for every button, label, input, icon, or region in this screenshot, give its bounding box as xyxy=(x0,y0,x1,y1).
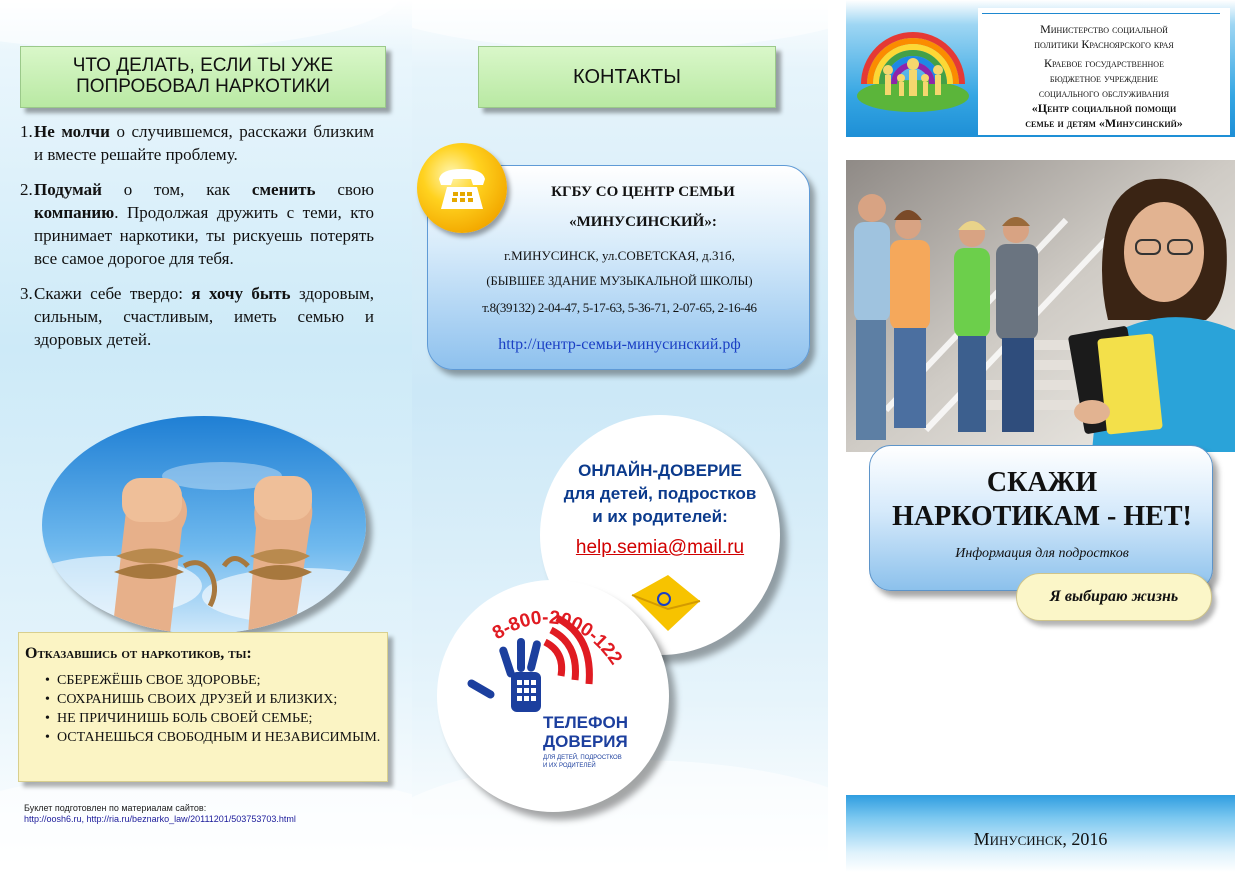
center-name-line: «Центр социальной помощи xyxy=(1031,101,1177,115)
section-title-tried-drugs xyxy=(20,46,386,108)
rainbow-family-logo xyxy=(854,14,972,114)
rainbow-logo-icon xyxy=(854,14,972,114)
phone-numbers: т.8(39132) 2-04-47, 5-17-63, 5-36-71, 2-07-65, 2-16-46 xyxy=(482,300,757,315)
list-item-bold: Подумай xyxy=(34,180,102,199)
organization-header xyxy=(846,0,1235,137)
address: г.МИНУСИНСК, ул.СОВЕТСКАЯ, д.31б, xyxy=(504,248,735,263)
panel-left xyxy=(0,0,412,872)
panel-right xyxy=(846,0,1235,872)
slogan-badge: Я выбираю жизнь xyxy=(1016,573,1212,621)
ministry-line: политики Красноярского края xyxy=(1034,37,1174,51)
center-name-line: семье и детям «Минусинский» xyxy=(1025,116,1183,130)
address-note: (БЫВШЕЕ ЗДАНИЕ МУЗЫКАЛЬНОЙ ШКОЛЫ) xyxy=(486,274,753,288)
divider xyxy=(982,13,1220,14)
benefits-title: Отказавшись от наркотиков, ты: xyxy=(25,645,252,662)
benefits-list xyxy=(47,671,387,747)
panel-middle xyxy=(412,0,828,872)
list-item-text: о случившемся, расскажи близким и вместе решайте проблему. xyxy=(34,122,374,164)
hotline-logo-icon xyxy=(437,580,669,812)
advice-list xyxy=(20,120,374,363)
teenagers-photo xyxy=(846,160,1235,452)
organization-name xyxy=(982,22,1226,131)
list-item-bold: я хочу быть xyxy=(191,284,291,303)
city-year: Минусинск, 2016 xyxy=(973,829,1108,849)
section-title-contacts xyxy=(478,46,776,108)
list-item: • ОСТАНЕШЬСЯ СВОБОДНЫМ И НЕЗАВИСИМЫМ. xyxy=(47,728,387,747)
section-title-text: ЧТО ДЕЛАТЬ, ЕСЛИ ТЫ УЖЕ ПОПРОБОВАЛ НАРКОТИКИ xyxy=(72,55,334,97)
institution-line: социального обслуживания xyxy=(1038,86,1170,100)
hotline-subtitle: ДЛЯ ДЕТЕЙ, ПОДРОСТКОВ xyxy=(543,755,622,761)
decor-swoosh xyxy=(0,0,400,50)
list-item: • СОХРАНИШЬ СВОИХ ДРУЗЕЙ И БЛИЗКИХ; xyxy=(47,690,387,709)
org-name: КГБУ СО ЦЕНТР СЕМЬИ xyxy=(551,184,735,200)
hands-illustration-icon xyxy=(42,416,366,634)
list-item-text: о том, как xyxy=(101,180,252,199)
online-title-line: и их родителей: xyxy=(592,507,728,526)
decor-swoosh xyxy=(412,0,828,50)
hotline-circle xyxy=(437,580,669,812)
main-title-line: СКАЖИ xyxy=(986,467,1098,498)
footer xyxy=(846,795,1235,872)
list-item-bold: сменить xyxy=(251,180,316,199)
section-title-text: КОНТАКТЫ xyxy=(573,66,681,88)
list-item-number: 1. xyxy=(20,122,33,141)
teens-illustration-icon xyxy=(846,160,1235,452)
list-item-number: 2. xyxy=(20,180,33,199)
main-subtitle: Информация для подростков xyxy=(955,546,1129,561)
institution-line: Краевое государственное xyxy=(1044,56,1164,70)
hotline-subtitle: И ИХ РОДИТЕЛЕЙ xyxy=(543,763,596,769)
list-item-number: 3. xyxy=(20,284,33,303)
list-item-text: свою xyxy=(315,180,375,199)
benefits-box xyxy=(18,632,388,782)
list-item xyxy=(20,120,374,166)
list-item xyxy=(20,178,374,270)
list-item-text: . Продолжая дружить с теми, кто принимает наркотики, ты рискуешь потерять все самое дорогое для тебя. xyxy=(34,203,374,268)
credits xyxy=(24,803,394,825)
list-item: • СБЕРЕЖЁШЬ СВОЕ ЗДОРОВЬЕ; xyxy=(47,671,387,690)
credits-label: Буклет подготовлен по материалам сайтов: xyxy=(24,803,207,813)
credits-links[interactable]: http://oosh6.ru, http://ria.ru/beznarko_law/20111201/503753703.html xyxy=(24,814,296,824)
panel-gap xyxy=(828,0,846,872)
broken-rope-hands-image xyxy=(42,416,366,634)
list-item-bold: Не молчи xyxy=(34,122,110,141)
institution-line: бюджетное учреждение xyxy=(1049,71,1159,85)
list-item: • НЕ ПРИЧИНИШЬ БОЛЬ СВОЕЙ СЕМЬЕ; xyxy=(47,709,387,728)
online-title-line: ОНЛАЙН-ДОВЕРИЕ xyxy=(578,461,742,480)
hotline-number-path: 8-800-2000-122 xyxy=(489,607,627,669)
list-item-bold: компанию xyxy=(34,203,115,222)
list-item-text: Скажи себе твердо: xyxy=(34,284,192,303)
email-link[interactable]: help.semia@mail.ru xyxy=(575,537,745,558)
online-title xyxy=(540,459,780,528)
telephone-icon xyxy=(417,143,507,233)
online-title-line: для детей, подростков xyxy=(563,484,757,503)
main-title xyxy=(870,466,1214,534)
ministry-line: Министерство социальной xyxy=(1040,22,1168,36)
org-name: «МИНУСИНСКИЙ»: xyxy=(569,214,717,230)
main-title-line: НАРКОТИКАМ - НЕТ! xyxy=(892,501,1192,532)
main-title-box xyxy=(869,445,1213,591)
hotline-title: ТЕЛЕФОН xyxy=(543,713,628,732)
list-item xyxy=(20,282,374,351)
list-item-text: здоровым, сильным, счастливым, иметь семью и здоровых детей. xyxy=(34,284,374,349)
website-link[interactable]: http://центр-семьи-минусинский.рф xyxy=(498,336,741,353)
hotline-title: ДОВЕРИЯ xyxy=(543,732,628,751)
